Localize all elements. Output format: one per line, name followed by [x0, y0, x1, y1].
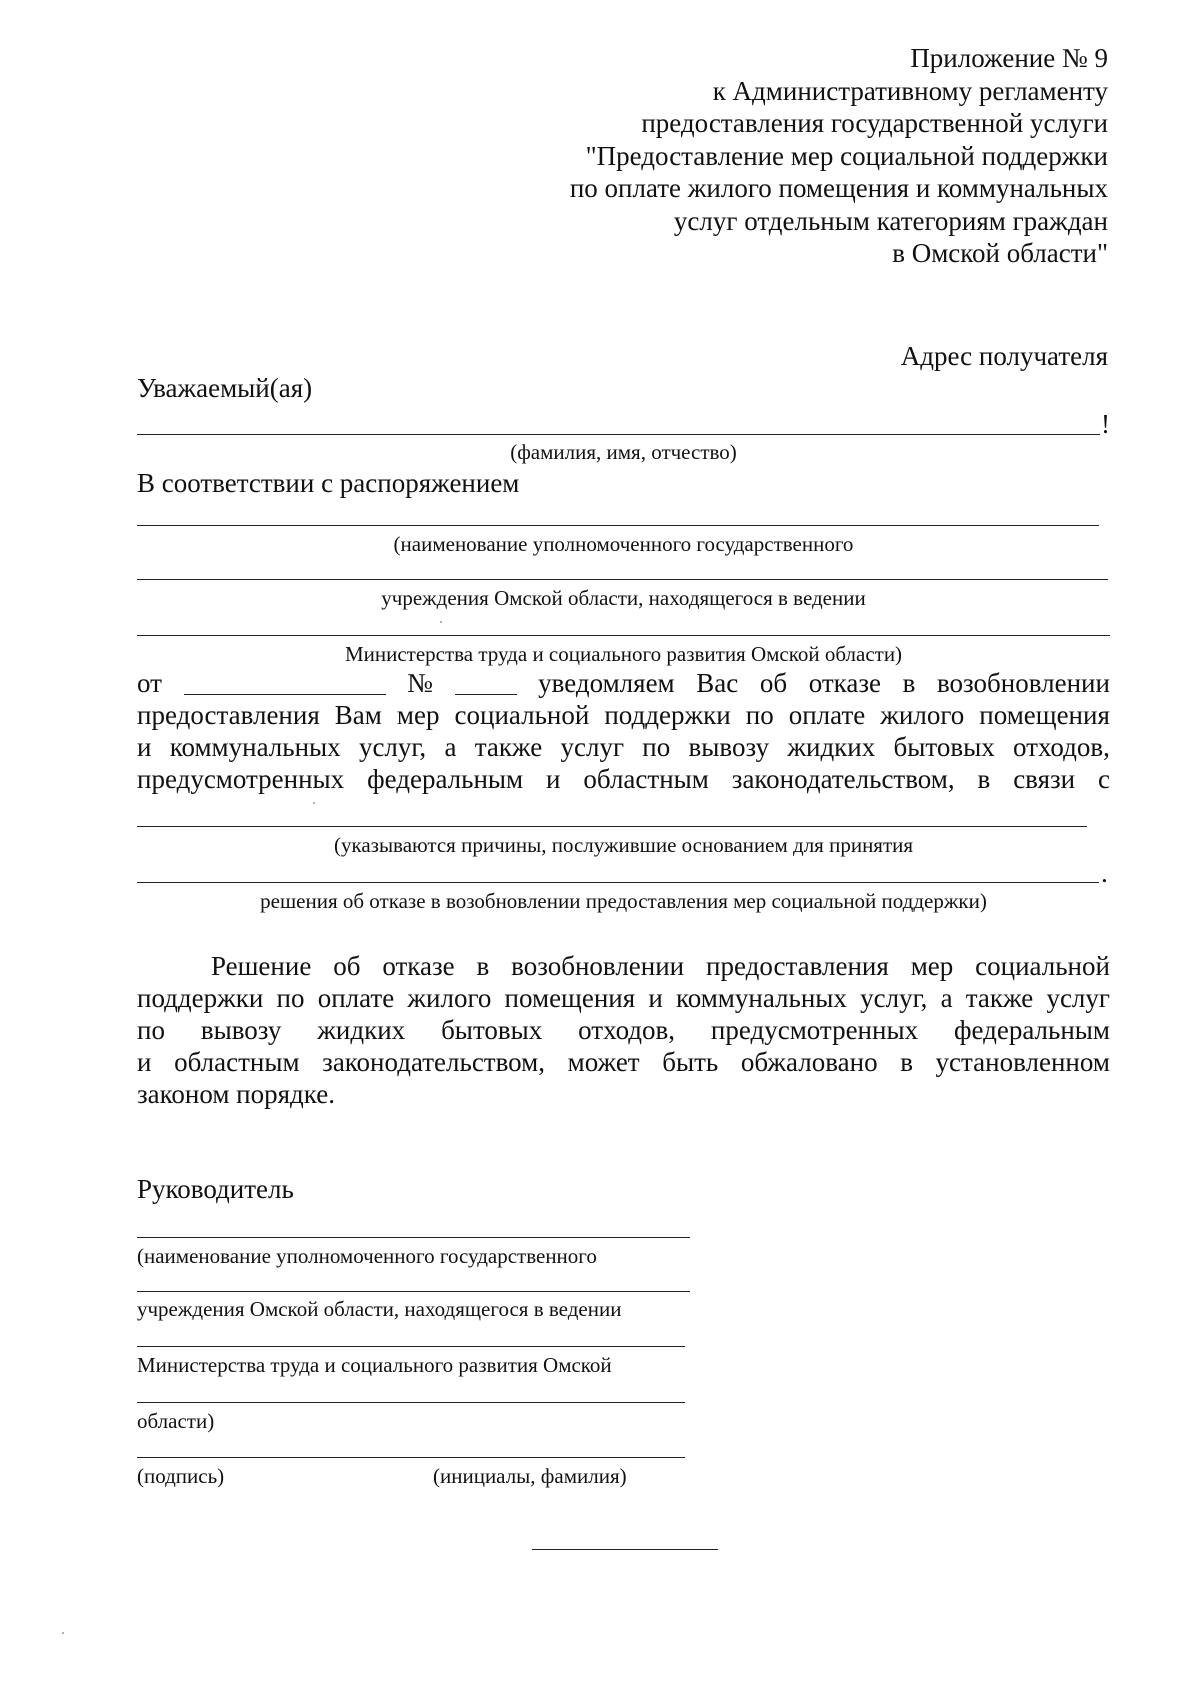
word: мер: [910, 951, 954, 981]
institution-blank-line-2: [137, 579, 1108, 580]
header-line-4: "Предоставление мер социальной поддержки: [585, 140, 1108, 171]
word: вывозу: [200, 1015, 282, 1045]
header-line-2: к Административному регламенту: [712, 75, 1108, 106]
institution-blank-line-3: [137, 635, 1110, 636]
word: обжаловано: [740, 1047, 878, 1077]
appeal-line-2: [137, 982, 1110, 1014]
word: оплате: [788, 700, 866, 730]
institution-caption-1: (наименование уполномоченного государственного: [393, 532, 854, 556]
closing-separator: [532, 1549, 718, 1550]
word: может: [567, 1047, 640, 1077]
signature-blank-line-3: [137, 1346, 685, 1347]
signature-caption-2: учреждения Омской области, находящегося в ведении: [137, 1297, 622, 1321]
word: мер: [396, 700, 440, 730]
word: коммунальных: [169, 732, 341, 762]
word: установленном: [935, 1047, 1110, 1077]
number-blank: [455, 667, 517, 695]
word: поддержки: [137, 983, 264, 1013]
word: по: [642, 732, 671, 762]
sign-caption: (подпись): [137, 1464, 225, 1488]
appeal-line-1: [137, 950, 1110, 982]
institution-caption-2: учреждения Омской области, находящегося в ведении: [381, 586, 866, 610]
word: а: [940, 983, 953, 1013]
reason-blank-line-1: [137, 826, 1087, 827]
word: уведомляем: [538, 668, 675, 698]
word: федеральным: [367, 764, 524, 794]
from-word: от: [137, 668, 162, 698]
recipient-address: Адрес получателя: [900, 341, 1108, 371]
word: жилого: [407, 983, 492, 1013]
institution-caption-3: Министерства труда и социального развития Омской области): [344, 642, 903, 666]
word: также: [965, 983, 1034, 1013]
word: законодательством,: [322, 1047, 545, 1077]
word: федеральным: [953, 1015, 1110, 1045]
word: отходов,: [578, 1015, 676, 1045]
word: областным: [174, 1047, 300, 1077]
word: социальной: [975, 951, 1110, 981]
period-mark: .: [1101, 858, 1108, 888]
word: законодательством,: [731, 764, 955, 794]
word: Вас: [696, 668, 739, 698]
scan-speck: [313, 802, 315, 804]
word: предоставления: [706, 951, 889, 981]
appeal-line-5: законом порядке.: [137, 1079, 335, 1109]
header-line-1: Приложение № 9: [910, 43, 1108, 73]
word: оплате: [317, 983, 395, 1013]
word: и: [648, 983, 663, 1013]
word: по: [137, 1015, 165, 1045]
word: услуг: [1046, 983, 1110, 1013]
notice-line-1: [137, 667, 1110, 699]
word: об: [759, 668, 788, 698]
signature-caption-4: области): [137, 1409, 215, 1433]
notice-paragraph: [137, 667, 1110, 795]
word: бытовых: [441, 1015, 543, 1045]
institution-blank-line-1: [137, 525, 1099, 526]
word: и: [137, 732, 152, 762]
word: помещения: [504, 983, 636, 1013]
signature-blank-line-5: [137, 1457, 685, 1458]
reason-blank-line-2: [137, 882, 1099, 883]
word: жидких: [787, 732, 876, 762]
reason-caption-2: решения об отказе в возобновлении предоставления мер социальной поддержки): [260, 889, 987, 913]
fio-blank-line: [137, 434, 1100, 435]
notice-line-4: [137, 763, 1110, 795]
signature-blank-line-4: [137, 1402, 685, 1403]
head-title: Руководитель: [137, 1174, 294, 1204]
signature-blank-line-1: [137, 1237, 690, 1238]
word: поддержки: [604, 700, 731, 730]
word: об: [333, 951, 361, 981]
appeal-line-4: [137, 1046, 1110, 1078]
word: возобновлении: [511, 951, 685, 981]
word: услуг,: [358, 732, 427, 762]
word: отказе: [382, 951, 455, 981]
notice-line-2: [137, 699, 1110, 731]
word: вывозу: [688, 732, 770, 762]
word: по: [745, 700, 774, 730]
word: и: [137, 1047, 152, 1077]
appendix-header: [408, 42, 1108, 270]
word: по: [276, 983, 305, 1013]
number-sign: №: [407, 668, 433, 698]
word: коммунальных: [675, 983, 847, 1013]
appeal-paragraph: [137, 950, 1110, 1110]
fio-caption: (фамилия, имя, отчество): [510, 440, 737, 464]
word: социальной: [454, 700, 590, 730]
word: помещения: [979, 700, 1110, 730]
word: предусмотренных: [137, 764, 345, 794]
word: в: [902, 668, 916, 698]
word: жидких: [317, 1015, 406, 1045]
greeting: Уважаемый(ая): [137, 373, 313, 403]
word: предоставления: [137, 700, 320, 730]
word: возобновлении: [936, 668, 1110, 698]
word: в: [900, 1047, 913, 1077]
word: областным: [583, 764, 709, 794]
word: Вам: [334, 700, 382, 730]
word: отходов,: [1013, 732, 1110, 762]
word: в: [977, 764, 991, 794]
header-line-5: по оплате жилого помещения и коммунальных: [569, 173, 1108, 203]
word: отказе: [808, 668, 882, 698]
reason-caption-1: (указываются причины, послужившие основанием для принятия: [333, 833, 914, 857]
notice-line-3: [137, 731, 1110, 763]
signature-caption-3: Министерства труда и социального развития Омской: [137, 1353, 612, 1377]
word: предусмотренных: [710, 1015, 919, 1045]
word: Решение: [211, 951, 312, 981]
word: услуг: [560, 732, 625, 762]
word: связи: [1013, 764, 1076, 794]
word: быть: [662, 1047, 719, 1077]
order-intro: В соответствии с распоряжением: [137, 468, 520, 498]
header-line-7: в Омской области": [892, 238, 1108, 268]
header-line-6: услуг отдельным категориям граждан: [673, 205, 1108, 236]
word: с: [1098, 764, 1110, 794]
signature-caption-1: (наименование уполномоченного государственного: [137, 1244, 597, 1268]
appeal-line-3: [137, 1014, 1110, 1046]
word: жилого: [880, 700, 965, 730]
word: в: [476, 951, 490, 981]
word: а: [444, 732, 457, 762]
word: бытовых: [893, 732, 995, 762]
header-line-3: предоставления государственной услуги: [641, 108, 1108, 138]
word: услуг,: [860, 983, 928, 1013]
date-blank: [184, 667, 386, 695]
word: и: [546, 764, 561, 794]
name-caption: (инициалы, фамилия): [433, 1464, 627, 1488]
scan-speck: [62, 1632, 64, 1634]
signature-blank-line-2: [137, 1291, 690, 1292]
scan-speck: [440, 621, 442, 623]
word: также: [474, 732, 543, 762]
exclamation-mark: !: [1101, 409, 1110, 439]
